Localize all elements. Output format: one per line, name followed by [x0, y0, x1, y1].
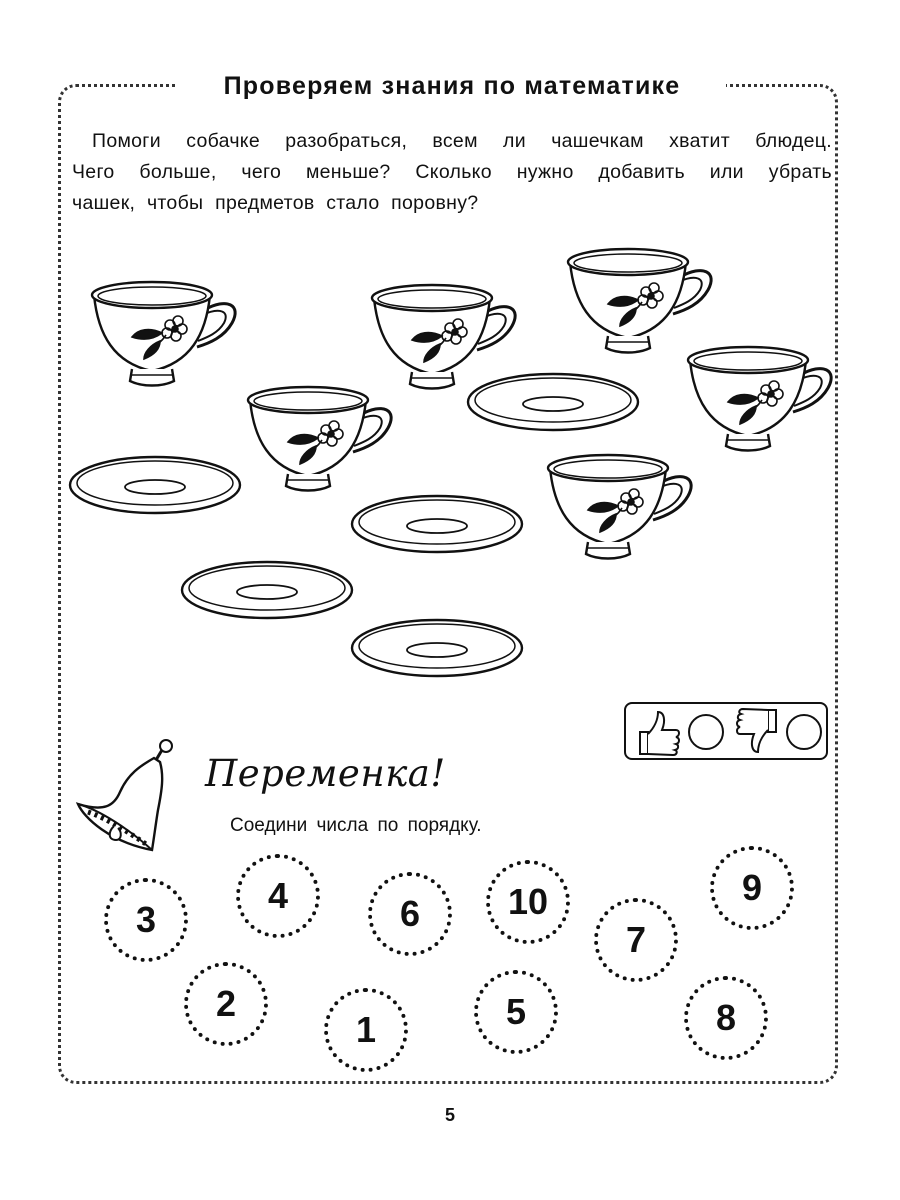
number-circle[interactable]: 2 — [184, 962, 268, 1046]
instruction-line-1: Помоги собачке разобраться, всем ли чашечкам хватит блюдец. — [92, 130, 832, 152]
number-circle[interactable]: 8 — [684, 976, 768, 1060]
saucer-icon — [70, 457, 240, 513]
connect-numbers-instruction: Соедини числа по порядку. — [230, 815, 482, 836]
number-circle[interactable]: 1 — [324, 988, 408, 1072]
self-assessment-box — [624, 702, 828, 760]
number-circle[interactable]: 3 — [104, 878, 188, 962]
thumbs-down-icon — [734, 706, 782, 758]
number-circle[interactable]: 7 — [594, 898, 678, 982]
number-circle[interactable]: 6 — [368, 872, 452, 956]
teacup-icon — [92, 282, 235, 386]
teacup-icon — [372, 285, 515, 389]
bell-icon — [70, 732, 180, 862]
saucer-icon — [182, 562, 352, 618]
teacup-icon — [248, 387, 391, 491]
instruction-line-2: Чего больше, чего меньше? Сколько нужно добавить или убрать — [72, 161, 832, 183]
page-title: Проверяем знания по математике — [178, 66, 726, 106]
number-circle[interactable]: 10 — [486, 860, 570, 944]
instruction-line-3: чашек, чтобы предметов стало поровну? — [72, 192, 479, 214]
saucer-icon — [352, 496, 522, 552]
teacup-icon — [568, 249, 711, 353]
number-circle[interactable]: 9 — [710, 846, 794, 930]
rating-circle-good[interactable] — [688, 714, 724, 750]
page-number: 5 — [444, 1105, 455, 1125]
rating-circle-bad[interactable] — [786, 714, 822, 750]
saucer-icon — [352, 620, 522, 676]
break-heading: Переменка! — [205, 752, 446, 795]
teacup-icon — [688, 347, 831, 451]
number-circle[interactable]: 4 — [236, 854, 320, 938]
number-circle[interactable]: 5 — [474, 970, 558, 1054]
thumbs-up-icon — [634, 706, 682, 758]
saucer-icon — [468, 374, 638, 430]
teacup-icon — [548, 455, 691, 559]
